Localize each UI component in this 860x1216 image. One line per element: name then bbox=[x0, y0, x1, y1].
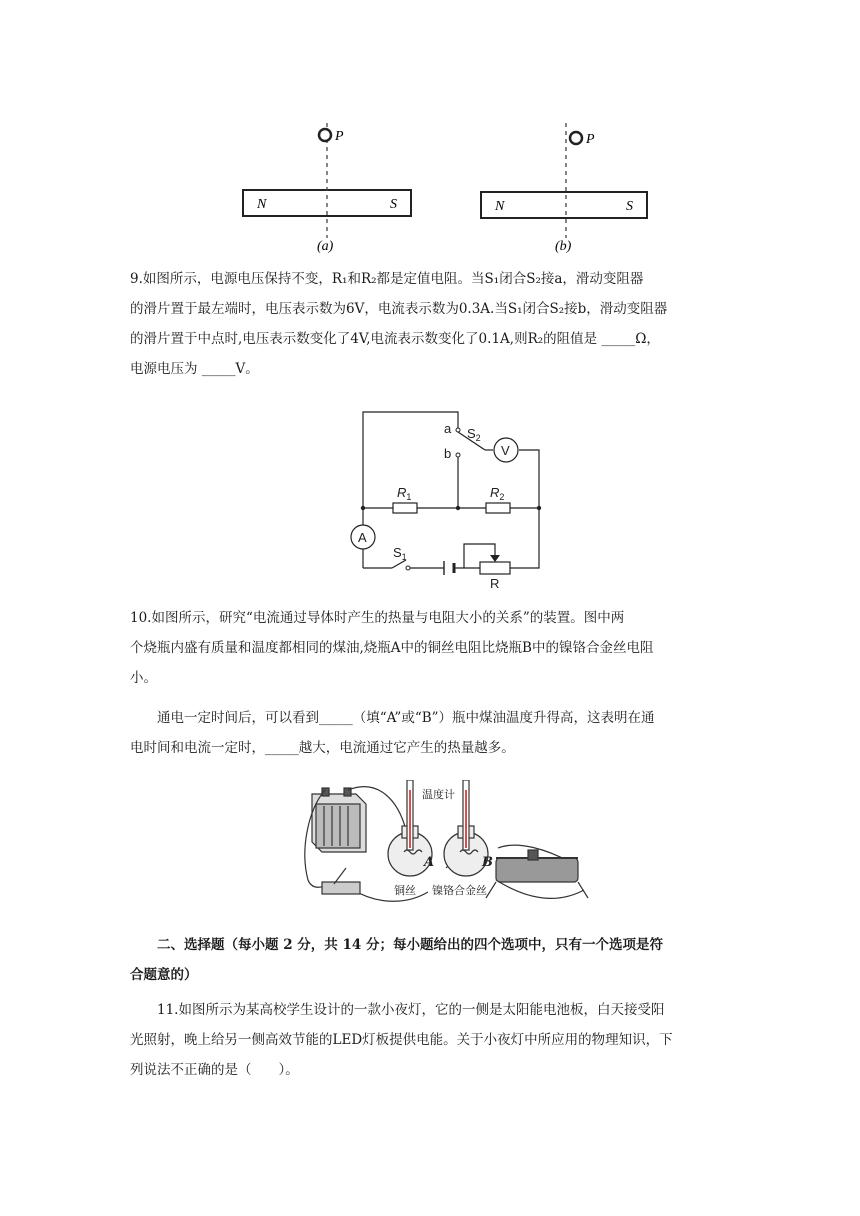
q9-line-2: 的滑片置于最左端时，电压表示数为6V，电流表示数为0.3A.当S₁闭合S₂接b，滑动变阻器 bbox=[130, 301, 668, 317]
ammeter-label: A bbox=[358, 530, 367, 545]
question-9 bbox=[130, 264, 730, 384]
r2-label: $R_2$ bbox=[490, 485, 505, 502]
voltmeter-label: V bbox=[501, 443, 510, 458]
section-2-line-2: 合题意的） bbox=[130, 967, 198, 983]
magnet-b-point: P bbox=[586, 132, 595, 147]
r1-label: $R_1$ bbox=[397, 485, 412, 502]
magnet-a-caption: (a) bbox=[317, 239, 334, 254]
terminal-a-label: a bbox=[444, 421, 452, 436]
q9-line-4: 电源电压为 _____V。 bbox=[130, 361, 259, 377]
q11-line-1: 11.如图所示为某高校学生设计的一款小夜灯，它的一侧是太阳能电池板，白天接受阳 bbox=[157, 1002, 665, 1018]
magnet-b-caption: (b) bbox=[555, 239, 572, 254]
q11-line-3: 列说法不正确的是（ ）。 bbox=[130, 1062, 299, 1078]
q10-line-3: 小。 bbox=[130, 670, 157, 686]
question-11 bbox=[130, 995, 730, 1085]
q10-line-1: 10.如图所示，研究“电流通过导体时产生的热量与电阻大小的关系”的装置。图中两 bbox=[130, 610, 625, 626]
magnet-a-point: P bbox=[335, 129, 344, 144]
q9-line-3: 的滑片置于中点时,电压表示数变化了4V,电流表示数变化了0.1A,则R₂的阻值是 _____Ω， bbox=[130, 331, 660, 347]
question-10 bbox=[130, 603, 730, 693]
magnet-a-south: S bbox=[390, 197, 397, 212]
magnet-b-south: S bbox=[626, 199, 633, 214]
copper-label: 铜丝 bbox=[394, 884, 416, 897]
apparatus-figure bbox=[298, 780, 598, 910]
q10b-line-2: 电时间和电流一定时，_____越大，电流通过它产生的热量越多。 bbox=[130, 740, 515, 756]
magnet-b bbox=[481, 123, 647, 254]
flask-b-label: B bbox=[482, 855, 493, 870]
magnet-figure bbox=[230, 118, 660, 258]
section-2-heading bbox=[130, 930, 730, 990]
flask-a-label: A bbox=[424, 855, 435, 870]
q10-line-2: 个烧瓶内盛有质量和温度都相同的煤油,烧瓶A中的铜丝电阻比烧瓶B中的镍铬合金丝电阻 bbox=[130, 640, 654, 656]
circuit-diagram bbox=[340, 408, 560, 593]
nichrome-label: 镍铬合金丝 bbox=[432, 884, 487, 897]
q9-line-1: 9.如图所示，电源电压保持不变，R₁和R₂都是定值电阻。当S₁闭合S₂接a，滑动变阻器 bbox=[130, 271, 644, 287]
q10b-line-1: 通电一定时间后，可以看到_____（填“A”或“B”）瓶中煤油温度升得高，这表明在通 bbox=[157, 710, 655, 726]
thermometer-label: 温度计 bbox=[422, 788, 455, 801]
q11-line-2: 光照射，晚上给另一侧高效节能的LED灯板提供电能。关于小夜灯中所应用的物理知识，下 bbox=[130, 1032, 673, 1048]
s2-label: $S_2$ bbox=[467, 426, 481, 443]
terminal-b-label: b bbox=[444, 446, 452, 461]
magnet-a-north: N bbox=[257, 197, 267, 212]
section-2-line-1: 二、选择题（每小题 2 分，共 14 分；每小题给出的四个选项中，只有一个选项是符 bbox=[157, 937, 663, 953]
magnet-b-north: N bbox=[495, 199, 505, 214]
magnet-a bbox=[243, 123, 411, 254]
question-10-part-2 bbox=[130, 703, 730, 763]
rheostat-label: R bbox=[490, 576, 500, 591]
s1-label: $S_1$ bbox=[393, 545, 407, 562]
